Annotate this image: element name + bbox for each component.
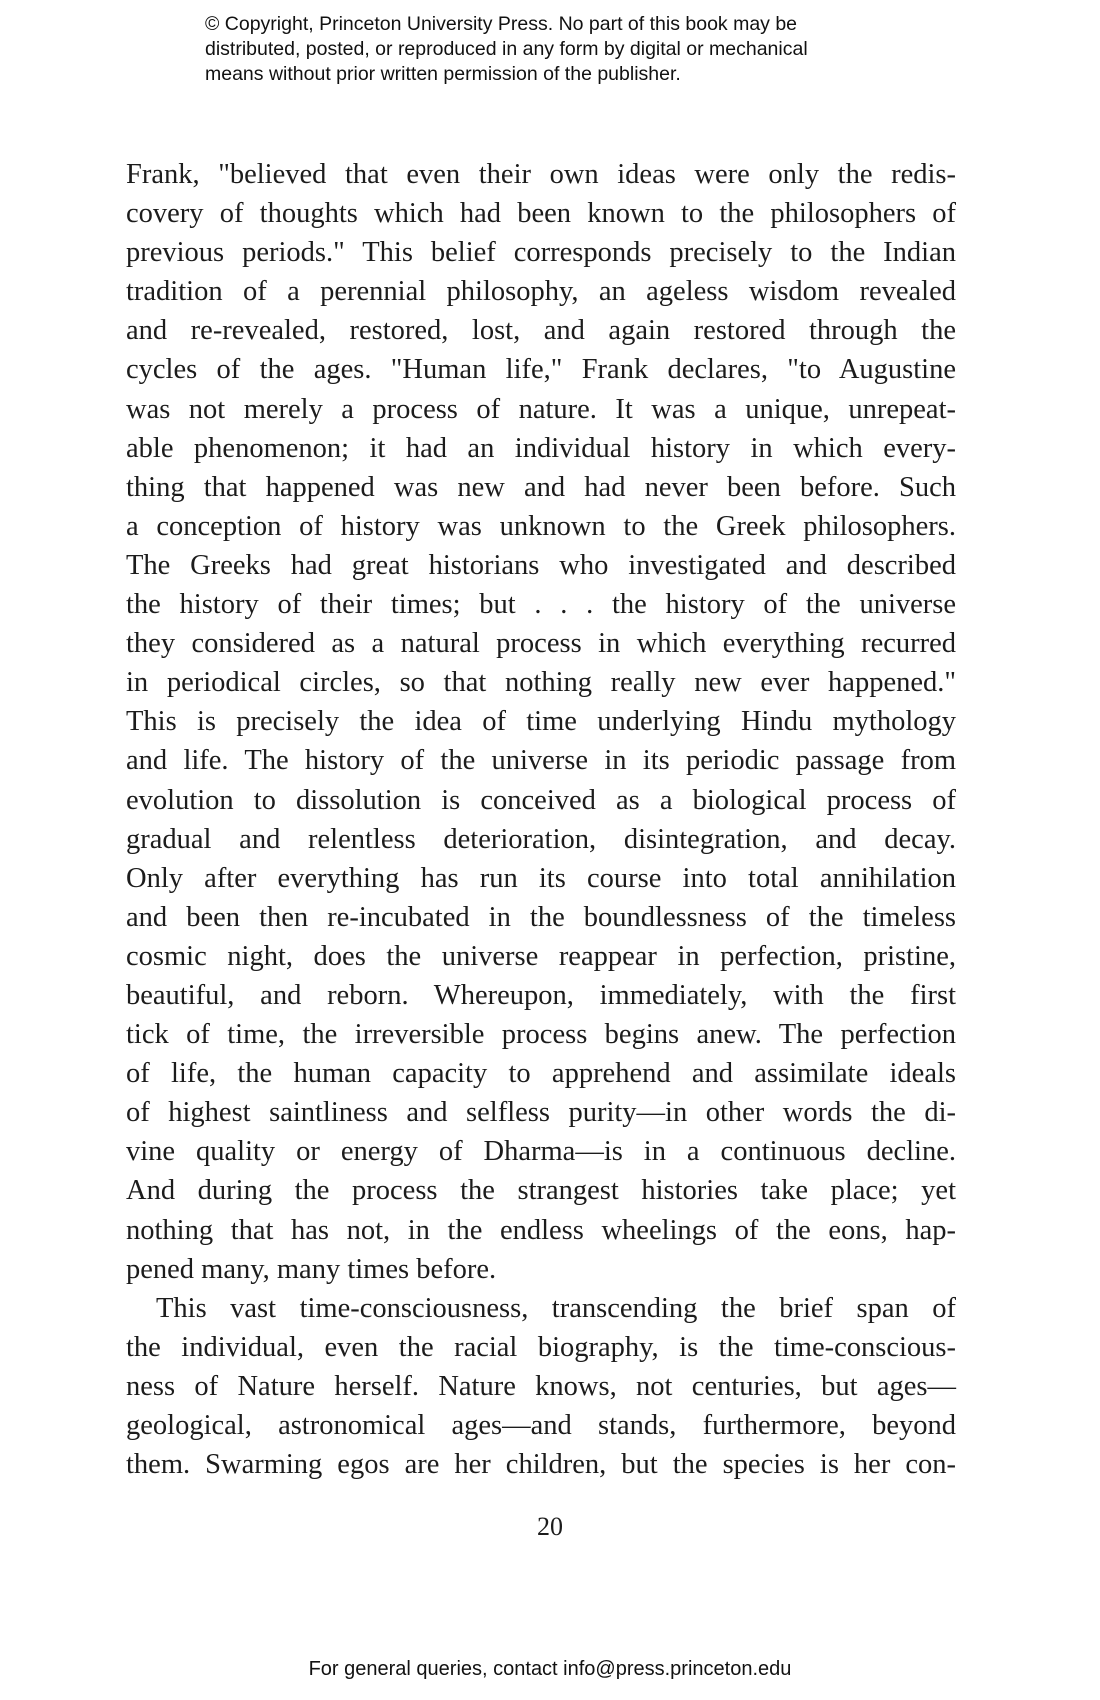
text-line: able phenomenon; it had an individual history in which every- [126,432,956,464]
text-line: covery of thoughts which had been known to the philosophers of [126,198,956,230]
text-line: This vast time-consciousness, transcending the brief span of [156,1292,956,1324]
text-line: tradition of a perennial philosophy, an ageless wisdom revealed [126,276,956,308]
text-line: And during the process the strangest histories take place; yet [126,1175,956,1207]
text-line: pened many, many times before. [126,1253,497,1285]
footer-contact: For general queries, contact info@press.princeton.edu [308,1658,792,1680]
text-line: was not merely a process of nature. It was a unique, unrepeat- [126,393,956,425]
text-line: the individual, even the racial biography, is the time-conscious- [126,1331,956,1363]
copyright-line: distributed, posted, or reproduced in any form by digital or mechanical [205,38,808,60]
text-line: tick of time, the irreversible process begins anew. The perfection [126,1019,956,1051]
copyright-line: means without prior written permission of the publisher. [205,63,681,85]
text-line: thing that happened was new and had never been before. Such [126,471,956,503]
text-line: nothing that has not, in the endless wheelings of the eons, hap- [126,1214,956,1246]
text-line: of life, the human capacity to apprehend and assimilate ideals [126,1058,956,1090]
text-line: vine quality or energy of Dharma—is in a continuous decline. [126,1136,956,1168]
copyright-notice [205,12,925,87]
text-line: them. Swarming egos are her children, but the species is her con- [126,1449,956,1481]
text-line: ness of Nature herself. Nature knows, not centuries, but ages— [126,1370,956,1402]
copyright-line: © Copyright, Princeton University Press. No part of this book may be [205,13,798,35]
text-line: previous periods." This belief corresponds precisely to the Indian [126,237,956,269]
text-line: beautiful, and reborn. Whereupon, immediately, with the first [126,979,956,1011]
text-line: of highest saintliness and selfless purity—in other words the di- [126,1097,956,1129]
text-line: and re-revealed, restored, lost, and again restored through the [126,315,956,347]
text-line: gradual and relentless deterioration, disintegration, and decay. [126,823,956,855]
text-line: and been then re-incubated in the boundlessness of the timeless [126,901,956,933]
text-line: a conception of history was unknown to the Greek philosophers. [126,510,956,542]
text-line: they considered as a natural process in which everything recurred [126,628,956,660]
text-line: evolution to dissolution is conceived as a biological process of [126,784,956,816]
text-line: the history of their times; but . . . the history of the universe [126,589,956,621]
text-line: Only after everything has run its course into total annihilation [126,862,956,894]
text-line: The Greeks had great historians who investigated and described [126,549,956,581]
text-line: This is precisely the idea of time underlying Hindu mythology [126,706,956,738]
text-line: cosmic night, does the universe reappear in perfection, pristine, [126,940,956,972]
text-line: cycles of the ages. "Human life," Frank declares, "to Augustine [126,354,956,386]
text-line: Frank, "believed that even their own ideas were only the redis- [126,159,956,190]
text-line: in periodical circles, so that nothing really new ever happened." [126,667,956,699]
page-number: 20 [537,1512,563,1541]
text-line: geological, astronomical ages—and stands, furthermore, beyond [126,1410,956,1441]
text-line: and life. The history of the universe in its periodic passage from [126,745,956,777]
body-text [126,155,956,1484]
